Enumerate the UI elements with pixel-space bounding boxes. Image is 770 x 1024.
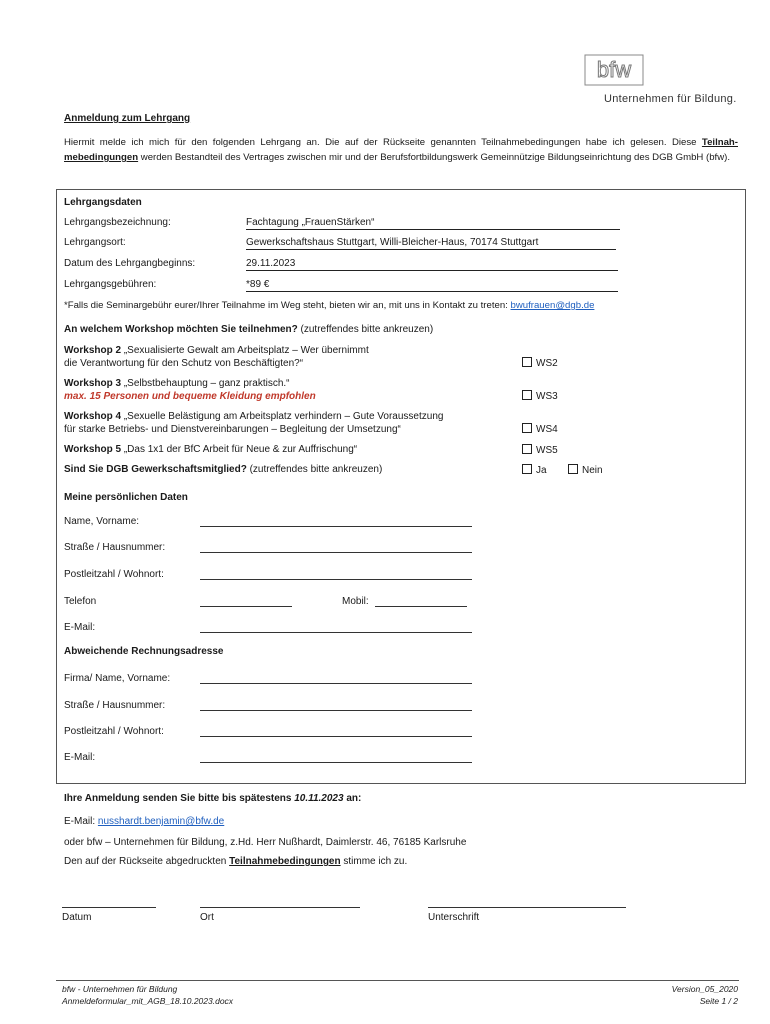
bfw-logo-mark [584,54,644,86]
personal-email-label: E-Mail: [64,622,96,633]
personal-name-field[interactable] [200,526,472,527]
billing-street-field[interactable] [200,710,472,711]
workshop-3 [64,377,504,403]
workshop-2 [64,344,504,370]
fee-note [64,300,594,311]
signature-label: Unterschrift [428,912,480,923]
billing-street-label: Straße / Hausnummer: [64,700,166,711]
ws3-checkbox[interactable] [522,390,558,402]
billing-zip-label: Postleitzahl / Wohnort: [64,726,164,737]
contact-email-line [64,816,224,827]
footer-divider [56,980,739,981]
workshop-5-line1: „Das 1x1 der BfC Arbeit für Neue & zur Auffrischung“ [121,444,358,455]
bfw-logo [584,54,644,86]
ws5-checkbox-label: WS5 [536,445,558,456]
workshop-4-line2: für starke Betriebs- und Dienstvereinbarungen – Begleitung der Umsetzung“ [64,424,401,435]
deadline-suffix: an: [343,793,362,804]
personal-street-field[interactable] [200,552,472,553]
intro-paragraph [64,135,738,165]
place-signature-label: Ort [200,912,214,923]
intro-text-1: Hiermit melde ich mich für den folgenden Lehrgang an. Die auf der Rückseite genannten Teilnahmebedingungen habe ich gelesen. Diese [64,137,702,148]
ws4-checkbox[interactable] [522,423,558,435]
course-location-value: Gewerkschaftshaus Stuttgart, Willi-Bleicher-Haus, 70174 Stuttgart [246,237,616,250]
place-signature-line[interactable] [200,907,360,908]
deadline-text [64,793,361,804]
page-title: Anmeldung zum Lehrgang [64,113,191,124]
workshop-2-line2: die Verantwortung für den Schutz von Beschäftigten?“ [64,358,304,369]
workshop-2-title: Workshop 2 [64,345,122,356]
personal-phone-label: Telefon [64,596,97,607]
course-name-value: Fachtagung „FrauenStärken“ [246,217,620,230]
personal-phone-field[interactable] [200,606,292,607]
billing-email-label: E-Mail: [64,752,96,763]
membership-question [64,464,382,475]
member-no-label: Nein [582,465,603,476]
billing-company-label: Firma/ Name, Vorname: [64,673,171,684]
workshop-3-line1: „Selbstbehauptung – ganz praktisch.“ [121,378,290,389]
membership-question-hint: (zutreffendes bitte ankreuzen) [246,464,383,475]
workshop-question [64,324,433,335]
course-fee-value: *89 € [246,279,618,292]
workshop-question-bold: An welchem Workshop möchten Sie teilnehmen? [64,324,298,335]
personal-mobile-label: Mobil: [342,596,369,607]
course-fee-label: Lehrgangsgebühren: [64,279,157,290]
personal-name-label: Name, Vorname: [64,516,140,527]
fee-note-text: *Falls die Seminargebühr eurer/Ihrer Teilnahme im Weg steht, bieten wir an, mit uns in Kontakt zu treten: [64,300,511,311]
footer-company: bfw - Unternehmen für Bildung [62,984,178,994]
terms-consent-prefix: Den auf der Rückseite abgedruckten [64,856,230,867]
footer-version: Version_05_2020 [671,984,738,994]
deadline-prefix: Ihre Anmeldung senden Sie bitte bis spätestens [64,793,295,804]
footer-filename: Anmeldeformular_mit_AGB_18.10.2023.docx [62,996,234,1006]
fee-note-email-link[interactable]: bwufrauen@dgb.de [510,300,595,311]
course-section-title: Lehrgangsdaten [64,197,142,208]
personal-street-label: Straße / Hausnummer: [64,542,166,553]
billing-company-field[interactable] [200,683,472,684]
intro-terms-link[interactable]: Teilnah-mebedingungen [64,137,738,163]
billing-section-title: Abweichende Rechnungsadresse [64,646,224,657]
billing-zip-field[interactable] [200,736,472,737]
workshop-4-title: Workshop 4 [64,411,122,422]
signature-line[interactable] [428,907,626,908]
ws3-checkbox-box[interactable] [522,390,532,400]
personal-email-field[interactable] [200,632,472,633]
workshop-3-title: Workshop 3 [64,378,122,389]
workshop-3-note: max. 15 Personen und bequeme Kleidung empfohlen [64,391,316,402]
course-location-label: Lehrgangsort: [64,237,126,248]
workshop-4-line1: „Sexuelle Belästigung am Arbeitsplatz verhindern – Gute Voraussetzung [121,411,444,422]
workshop-2-line1: „Sexualisierte Gewalt am Arbeitsplatz – Wer übernimmt [121,345,369,356]
date-signature-line[interactable] [62,907,156,908]
workshop-5-title: Workshop 5 [64,444,122,455]
logo-tagline: Unternehmen für Bildung. [604,93,737,105]
ws4-checkbox-box[interactable] [522,423,532,433]
deadline-date: 10.11.2023 [294,793,344,804]
personal-section-title: Meine persönlichen Daten [64,492,188,503]
date-signature-label: Datum [62,912,92,923]
member-yes-checkbox[interactable] [522,464,547,476]
workshop-5 [64,444,504,455]
course-date-value: 29.11.2023 [246,258,618,271]
personal-zip-field[interactable] [200,579,472,580]
membership-question-bold: Sind Sie DGB Gewerkschaftsmitglied? [64,464,247,475]
course-name-label: Lehrgangsbezeichnung: [64,217,171,228]
contact-email-link[interactable]: nusshardt.benjamin@bfw.de [97,816,225,827]
billing-email-field[interactable] [200,762,472,763]
ws5-checkbox-box[interactable] [522,444,532,454]
personal-mobile-field[interactable] [375,606,467,607]
member-no-checkbox[interactable] [568,464,603,476]
contact-address: oder bfw – Unternehmen für Bildung, z.Hd. Herr Nußhardt, Daimlerstr. 46, 76185 Karlsruhe [64,837,467,848]
ws2-checkbox-box[interactable] [522,357,532,367]
ws2-checkbox-label: WS2 [536,358,558,369]
ws4-checkbox-label: WS4 [536,424,558,435]
terms-consent [64,856,407,867]
intro-text-2: werden Bestandteil des Vertrages zwischen mir und der Berufsfortbildungswerk Gemeinnützige Bildungseinrichtung des DGB GmbH (bfw). [138,152,730,163]
contact-email-label: E-Mail: [64,816,98,827]
workshop-question-hint: (zutreffendes bitte ankreuzen) [297,324,434,335]
personal-zip-label: Postleitzahl / Wohnort: [64,569,164,580]
member-yes-label: Ja [536,465,547,476]
ws2-checkbox[interactable] [522,357,558,369]
member-yes-box[interactable] [522,464,532,474]
ws5-checkbox[interactable] [522,444,558,456]
member-no-box[interactable] [568,464,578,474]
course-date-label: Datum des Lehrgangbeginns: [64,258,196,269]
svg-text:bfw: bfw [596,57,632,82]
terms-link[interactable]: Teilnahmebedingungen [229,856,341,867]
ws3-checkbox-label: WS3 [536,391,558,402]
workshop-4 [64,410,514,436]
footer-page-number: Seite 1 / 2 [699,996,738,1006]
terms-consent-suffix: stimme ich zu. [340,856,408,867]
